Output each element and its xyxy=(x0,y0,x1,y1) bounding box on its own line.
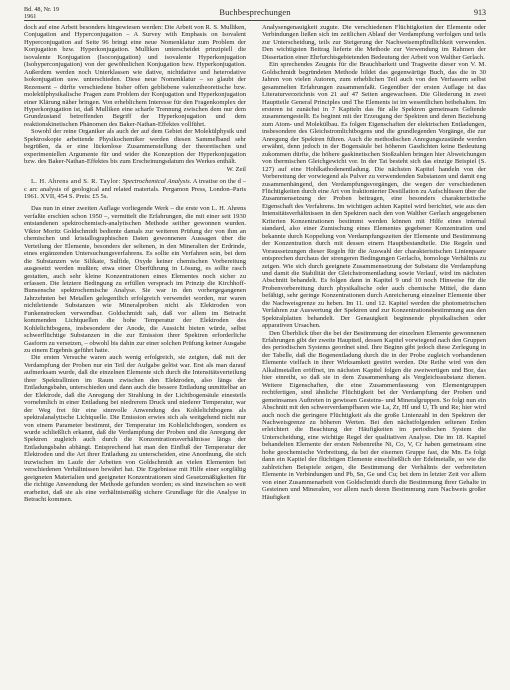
section-title: Buchbesprechungen xyxy=(219,8,291,17)
review-paragraph: Das nun in einer zweiten Auflage vorliegende Werk – die erste von L. H. Ahrens verfaßte erschien schon 1950 –, vermittelt die Erfahrungen, die mit einer seit 1930 entstandenen spektrochemisch-analytischen Methode seither gewonnen wurden. Viktor Moritz Goldschmidt bediente damals zur weiteren Prüfung der von ihm an chemischen und kristallographischen Daten gewonnenen Aussagen über die Verteilung der Elemente, besonders der seltenen, in den Mineralien der Erdrinde, eines ergänzenden Untersuchungsverfahrens. Es sollte ein Verfahren sein, bei dem die Substanzen wie Silikate, Sulfide, Oxyde keiner chemischen Vorbereitung ausgesetzt werden mußten; etwa einer Überführung in Lösung, es sollte rasch gestatten, auch sehr kleine Konzentrationen eines Elementes noch sicher zu erfassen. Die letztere Bedingung zu erfüllen versprach im Prinzip die Kirchhoff-Bunsensche spektrochemische Analyse. Sie war in den vorhergegangenen Jahrzehnten bei Metallen gelegentlich erfolgreich verwendet worden, nur waren nichtleitende Substanzen wie Mineralproben nicht als Elektroden von Funkenstrecken verwendbar. Goldschmidt sah, daß vor allem im Betracht kommenden Lichtquellen die hohe Temperatur der Elektroden des Kohlelichtbogens, insbesondere der Anode, die Aussicht bieten würde, selbst schwerflüchtige Substanzen in die zur Emission ihrer Spektren erforderliche Gasform zu versetzen, – obwohl bis dahin zur einer solchen Prüfung keiner Ausgabe zu einem Ergebnis geführt hatte. xyxy=(24,205,246,355)
review-paragraph: doch auf eine Arbeit besonders hingewiesen werden: Die Arbeit von R. S. Mulliken, Conjugation and Hyperconjugation – A Survey with Emphasis on Isovalent Hyperconjugation auf Seite 96 bringt eine neue Nomenklatur zum Problem der Konjugation bzw. Hyperkonjugation. Mulliken unterscheidet prinzipiell die isovalente Konjugation (Isoconjugation) und isovalente Hyperkonjugation (Isohyperconjugation) von der gewöhnlichen Konjugation bzw. Hyperkonjugation. Außerdem werden noch Unterklassen wie dative, nichtdative und heterodative Isokonjugation usw. unterschieden. Diese neue Nomenklatur – so glaubt der Rezensent – dürfte verschiedene bisher offen gebliebene valenztheoretische bzw. molekülphysikalische Fragen zum Problem der Konjugation und Hyperkonjugation einer Klärung näher bringen. Von erheblichem Interesse für den Fragenkomplex der Hyperkonjugation ist, daß Mulliken eine scharfe Trennung zwischen dem nur dem Grundzustand betreffenden Begriff der Hyperkonjugation und dem reaktionskinetischen Phänomen des Baker-Nathan-Effektes vollführt. xyxy=(24,24,246,128)
header-rule xyxy=(24,20,486,21)
right-column xyxy=(262,24,486,680)
review-paragraph: Sowohl der reine Organiker als auch der auf dem Gebiet der Molekülphysik und Spektroskopie arbeitende Physikochemiker werden diesen Sammelband sehr begrüßen, da er eine lückenlose Zusammenstellung der theoretischen und experimentellen Argumente für und wider die Konzeption der Hyperkonjugation bzw. des Baker-Nathan-Effektes bis zum Erscheinungsdatum des Werkes enthält. xyxy=(24,128,246,166)
book-authors: L. H. Ahrens and S. R. Taylor: xyxy=(31,178,121,186)
book-title: Spectrochemical Analysis. xyxy=(122,178,192,186)
review-paragraph: Die ersten Versuche waren auch wenig erfolgreich, sie zeigten, daß mit der Verdampfung der Proben nur ein Teil der Aufgabe gelöst war. Erst als man darauf aufmerksam wurde, daß die einzelnen Elemente sich durch die Intensitätsverteilung ihrer Spektrallinien im Raum zwischen den Elektroden, also längs der Entladungsbahn, unterschieden und dann auch die bessere Entladung unmittelbar an der Elektrode, daß die Anregung der Strahlung in der Lichtbogensäule einesteils vornehmlich in einer Entladung bei niedrerem Druck und niederer Temperatur, war der Weg frei für eine sinnvolle Anwendung des Kohlelichtbogens als spektralanalytische Lichtquelle. Die Emission erwies sich als weitgehend nicht nur von einem Parameter bestimmt, der Temperatur im Kohlelichtbogen, sondern es wurde schließlich erkannt, daß die Verdampfung der Proben und die Anregung der Spektren zugleich auch durch die Konzentrationsverhältnisse längs der Entladungsbahn abhängt. Entsprechend hat man den Einfluß der Temperatur der Elektroden und die Art ihrer Entladung zu unterscheiden, eine Anordnung, die sich inzwischen im Laufe der Arbeiten von Goldschmidt an vielen Elementen bei verschiedenen Verhältnissen bewährt hat. Die Ergebnisse mit Hilfe einer sorgfältig geeigneten Materialien und geeigneter Konzentrationen sind Gesetzmäßigkeiten für die richtige Anwendung der Methode gefunden worden; es sind inzwischen so weit erarbeitet, daß sie als eine verhältnismäßig sichere Grundlage für die Analyse in Betracht kommen. xyxy=(24,354,246,504)
book-details: A treatise on the d – c arc analysis of geological and related materials. Pergamon Press, London–Paris 1961. XVII, 454 S. Preis: £5 5s. xyxy=(24,178,246,200)
review-paragraph: Den Überblick über die bei der Bestimmung der einzelnen Elemente gewonnenen Erfahrungen gibt der zweite Hauptteil, dessen Kapitel vorwiegend nach den Gruppen des periodischen Systems geordnet sind. Ihre Beginn gibt jedoch diese Zerlegung in der Tabelle, daß die Bogenentladung durch die in der Probe zugleich vorhandenen Elemente vielfach in ihrer Wirksamkeit gestört werden. Die Reihe wird von den Alkalimetallen eröffnet, im nächsten Kapitel folgen die zweiwertigen und Bor, das hier einreiht, so daß sie in dem Zusammenhang als Vergleichssubstanz dienen. Weitere Eigenschaften, die eine Zusammenfassung von Elementgruppen rechtfertigen, sind ähnliche Flüchtigkeit bei der Verdampfung der Proben und gemeinsames Auftreten in gewissen Gesteins- und Mineralgruppen. So folgt nun ein Abschnitt mit den schwerverdampfbaren wie La, Zr, Hf und U, Th und Re; hier wird auch noch die geringere Flüchtigkeit als die große Linienzahl in den Spektren der Nachweisgrenze zu höheren Werten. Bei den nächstfolgenden seltenen Erden erleichtert die Beachtung der Häufigkeiten im periodischen System die Unterscheidung, eine wichtige Regel der qualitativen Analyse. Die im 18. Kapitel behandelten Elemente der ersten Nebenreihe Ni, Co, V, Cr haben gemeinsam eine hohe geochemische Verbreitung, da bei der eisernen Gruppe fast, die Mn. Es folgt dann ein Kapitel der flüchtigen Elemente einschließlich der Edelmetalle, so wie die zahlreichen Beispiele zeigen, die Bestimmung der Verhältnis der verbreiteten Elemente in Verbindungen und Pb, Sn, Ge und Cu; bei dem in letzter Zeit vor allem von einer Zusammenarbeit von Goldschmidt durch die Bestimmung ihrer Gehalte in Gesteinen und Mineralen, vor allem nach deren Bestimmung zum Nachweis großer Häufigkeit xyxy=(262,329,486,501)
reviewer-signature: W. Zeil xyxy=(226,165,246,173)
review-paragraph: Ein sprechendes Zeugnis für die Brauchbarkeit und Tragweite dieser von V. M. Goldschmidt begründeten Methode bildet das gegenwärtige Buch, das die in 30 Jahren von vielen Autoren, zum erheblichen Teil auch von den Verfassern selbst gesammelten Erfahrungen zusammenfaßt. Gegenüber der ersten Auflage ist das Literaturverzeichnis von 21 auf 47 Seiten angewachsen. Die Gliederung in zwei Hauptteile General Principles und The Elements ist im wesentlichen beibehalten. Im ersteren ist zunächst in 7 Kapiteln das für alle Spektren gemeinsam Geltende zusammengestellt. Es beginnt mit der Erzeugung der Spektren und deren Beziehung zum Atom- und Molekülbau. Es folgen Eigenschaften der elektrischen Entladungen, insbesondere des Gleichstromlichtbogens und die grundlegenden Vorgänge, die zur Anregung der Spektren führen. Auch die methodischen Anregungszustände werden erwähnt, denn jedoch in der Bogensäule bei höheren Gasdichten keine Bedeutung zukommen dürfte, die höhere gaskinetischen Stoßzahlen bringen hier Abweichungen von thermischen Gleichgewicht vor. In der Tat besteht sich das einzige Beispiel (S. 127) auf eine Hohlkathodenentladung. Die nächsten Kapitel handeln von der Vorbereitung der vorwiegend als Pulver zu verwendenden Substanzen und damit eng zusammenhängend, den Verdampfungsvorgängen, die wegen der verschiedenen Flüchtigkeiten durch eine Art von fraktionierter Destillation zu Aufschlüssen über die Zusammensetzung der Proben beitragen, eine besonders charakteristische Eigenschaft des Verfahrens. Im wichtigen achten Kapitel wird berichtet, wie aus den Intensitätsverhältnissen in den Spektren nach den von Walther Gerlach angegebenen Kriterien Konzentrationen bestimmt werden können mit Hilfe eines internal standard, also einer Zumischung eines Elementes gegebener Konzentration und bekannte durch Koppelung von Verdampfungszeiten der Elemente und Bestimmung der Konzentration durch mit dessen einem Hauptbestandteile. Die Regeln und Voraussetzungen dieser Regeln für die Auswahl der charakteristischen Linienpaare entsprechen durchaus der strengeren Bedingungen Gerlachs, homologe Verhältnis zu zeigen. Wie sich durch geeignete Zusammensetzung der Substanz die Verdampfung und damit die Stabilität der Gleichstromentladung sowie Verlauf, wird im nächsten Abschnitt behandelt. Es folgen dann in Kapitel 9 und 10 noch Hinweise für die Probenvorbereitung durch physikalische oder auch chemische Mittel, die dann befähigt, sehr geringe Konzentrationen durch Anreicherung einzelner Elemente über die Nachweisgrenze zu heben. Im 11. und 12. Kapitel werden die photometrischen Verfahren zur Auswertung der Spektren und zur Konzentrationsbestimmung aus den Spektralplatten behandelt. Der Genauigkeit beginnende physikalischen oder apparativen Ursachen. xyxy=(262,61,486,330)
review-paragraph: Analysengenauigkeit zugute. Die verschiedenen Flüchtigkeiten der Elemente oder Verbindungen ließen sich im zeitlichen Ablauf der Verdampfung verfolgen und teils zur Unterscheidung, teils zur Steigerung der Nachweisempfindlichkeit verwenden. Den wichtigsten Beitrag lieferte die Methode zur Verwendung im Rahmen der Dissertation einer Ehrfurchtsgebietenden Bedeutung der Arbeit von Walther Gerlach. xyxy=(262,24,486,61)
page-number: 913 xyxy=(474,8,486,17)
book-reference xyxy=(24,178,246,200)
left-column xyxy=(24,24,246,680)
volume-info: Bd. 48, Nr. 19 1961 xyxy=(24,6,60,20)
